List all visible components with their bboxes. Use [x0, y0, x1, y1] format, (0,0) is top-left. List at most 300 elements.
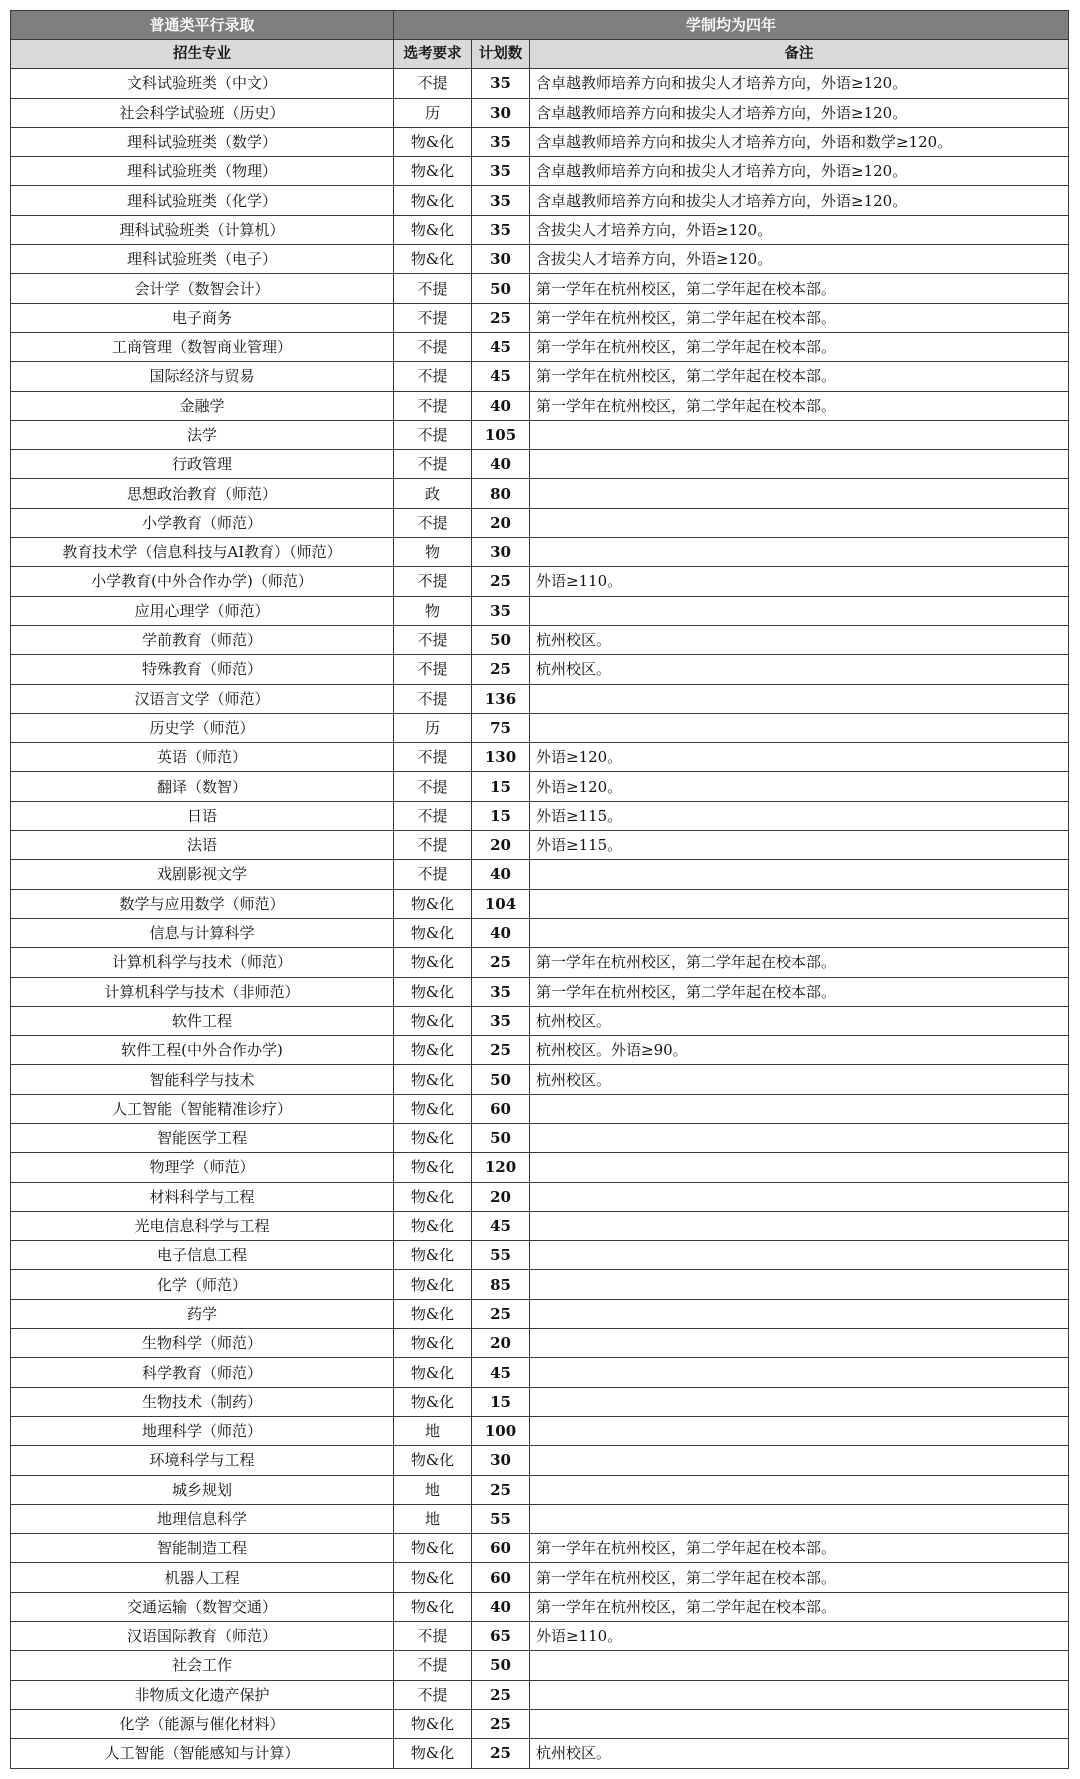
requirement-cell: 物&化 — [394, 157, 472, 186]
major-cell: 光电信息科学与工程 — [11, 1211, 394, 1240]
table-row — [11, 567, 1069, 596]
table-row — [11, 215, 1069, 244]
major-cell: 英语（师范） — [11, 743, 394, 772]
plan-count-cell: 45 — [472, 332, 530, 361]
major-cell: 应用心理学（师范） — [11, 596, 394, 625]
major-cell: 汉语国际教育（师范） — [11, 1622, 394, 1651]
plan-count-cell: 25 — [472, 567, 530, 596]
plan-count-cell: 35 — [472, 1006, 530, 1035]
major-cell: 计算机科学与技术（师范） — [11, 948, 394, 977]
plan-count-cell: 100 — [472, 1416, 530, 1445]
major-cell: 智能科学与技术 — [11, 1065, 394, 1094]
note-cell: 外语≥115。 — [530, 801, 1069, 830]
plan-count-cell: 25 — [472, 303, 530, 332]
table-row — [11, 1182, 1069, 1211]
note-cell: 第一学年在杭州校区，第二学年起在校本部。 — [530, 303, 1069, 332]
note-cell — [530, 713, 1069, 742]
major-cell: 城乡规划 — [11, 1475, 394, 1504]
major-cell: 电子信息工程 — [11, 1241, 394, 1270]
requirement-cell: 物&化 — [394, 1211, 472, 1240]
table-row — [11, 1387, 1069, 1416]
requirement-cell: 物&化 — [394, 1241, 472, 1270]
requirement-cell: 物&化 — [394, 1123, 472, 1152]
note-cell: 含拔尖人才培养方向，外语≥120。 — [530, 215, 1069, 244]
table-row — [11, 918, 1069, 947]
major-cell: 法学 — [11, 420, 394, 449]
plan-count-cell: 40 — [472, 1592, 530, 1621]
plan-count-cell: 50 — [472, 1651, 530, 1680]
table-row — [11, 801, 1069, 830]
table-row — [11, 1006, 1069, 1035]
requirement-cell: 物&化 — [394, 1358, 472, 1387]
table-row — [11, 1475, 1069, 1504]
note-cell: 含卓越教师培养方向和拔尖人才培养方向，外语和数学≥120。 — [530, 127, 1069, 156]
table-row — [11, 1592, 1069, 1621]
major-cell: 生物科学（师范） — [11, 1329, 394, 1358]
major-cell: 药学 — [11, 1299, 394, 1328]
column-header-requirement: 选考要求 — [394, 40, 472, 69]
table-row — [11, 157, 1069, 186]
major-cell: 金融学 — [11, 391, 394, 420]
requirement-cell: 不提 — [394, 1651, 472, 1680]
plan-count-cell: 15 — [472, 801, 530, 830]
plan-count-cell: 75 — [472, 713, 530, 742]
table-row — [11, 1622, 1069, 1651]
major-cell: 思想政治教育（师范） — [11, 479, 394, 508]
admission-table — [10, 10, 1069, 1769]
major-cell: 机器人工程 — [11, 1563, 394, 1592]
requirement-cell: 不提 — [394, 362, 472, 391]
requirement-cell: 物&化 — [394, 1094, 472, 1123]
note-cell — [530, 1094, 1069, 1123]
requirement-cell: 物&化 — [394, 1299, 472, 1328]
table-row — [11, 713, 1069, 742]
table-row — [11, 391, 1069, 420]
note-cell: 含卓越教师培养方向和拔尖人才培养方向，外语≥120。 — [530, 98, 1069, 127]
table-row — [11, 831, 1069, 860]
plan-count-cell: 130 — [472, 743, 530, 772]
table-row — [11, 450, 1069, 479]
column-header-plan: 计划数 — [472, 40, 530, 69]
plan-count-cell: 40 — [472, 391, 530, 420]
major-cell: 化学（能源与催化材料） — [11, 1709, 394, 1738]
plan-count-cell: 20 — [472, 508, 530, 537]
note-cell — [530, 889, 1069, 918]
major-cell: 交通运输（数智交通） — [11, 1592, 394, 1621]
major-cell: 会计学（数智会计） — [11, 274, 394, 303]
requirement-cell: 物&化 — [394, 1387, 472, 1416]
requirement-cell: 物&化 — [394, 918, 472, 947]
requirement-cell: 不提 — [394, 450, 472, 479]
note-cell — [530, 1651, 1069, 1680]
table-row — [11, 1211, 1069, 1240]
table-row — [11, 274, 1069, 303]
requirement-cell: 物&化 — [394, 1153, 472, 1182]
major-cell: 地理科学（师范） — [11, 1416, 394, 1445]
requirement-cell: 历 — [394, 713, 472, 742]
major-cell: 物理学（师范） — [11, 1153, 394, 1182]
plan-count-cell: 40 — [472, 918, 530, 947]
requirement-cell: 不提 — [394, 1622, 472, 1651]
major-cell: 社会工作 — [11, 1651, 394, 1680]
major-cell: 行政管理 — [11, 450, 394, 479]
major-cell: 历史学（师范） — [11, 713, 394, 742]
requirement-cell: 政 — [394, 479, 472, 508]
plan-count-cell: 30 — [472, 538, 530, 567]
table-row — [11, 479, 1069, 508]
plan-count-cell: 35 — [472, 977, 530, 1006]
major-cell: 计算机科学与技术（非师范） — [11, 977, 394, 1006]
requirement-cell: 不提 — [394, 684, 472, 713]
note-cell — [530, 450, 1069, 479]
requirement-cell: 不提 — [394, 772, 472, 801]
table-row — [11, 1065, 1069, 1094]
table-row — [11, 362, 1069, 391]
note-cell: 第一学年在杭州校区，第二学年起在校本部。 — [530, 332, 1069, 361]
table-row — [11, 1709, 1069, 1738]
plan-count-cell: 35 — [472, 596, 530, 625]
table-band-row — [11, 11, 1069, 40]
plan-count-cell: 30 — [472, 1446, 530, 1475]
major-cell: 汉语言文学（师范） — [11, 684, 394, 713]
plan-count-cell: 25 — [472, 655, 530, 684]
note-cell: 杭州校区。外语≥90。 — [530, 1036, 1069, 1065]
note-cell — [530, 1709, 1069, 1738]
table-row — [11, 245, 1069, 274]
plan-count-cell: 65 — [472, 1622, 530, 1651]
table-row — [11, 1651, 1069, 1680]
major-cell: 理科试验班类（计算机） — [11, 215, 394, 244]
note-cell: 外语≥115。 — [530, 831, 1069, 860]
plan-count-cell: 60 — [472, 1563, 530, 1592]
note-cell: 含卓越教师培养方向和拔尖人才培养方向，外语≥120。 — [530, 186, 1069, 215]
plan-count-cell: 20 — [472, 831, 530, 860]
note-cell: 第一学年在杭州校区，第二学年起在校本部。 — [530, 274, 1069, 303]
requirement-cell: 物&化 — [394, 1592, 472, 1621]
major-cell: 翻译（数智） — [11, 772, 394, 801]
plan-count-cell: 35 — [472, 215, 530, 244]
table-row — [11, 1446, 1069, 1475]
table-row — [11, 420, 1069, 449]
requirement-cell: 物&化 — [394, 1006, 472, 1035]
major-cell: 数学与应用数学（师范） — [11, 889, 394, 918]
plan-count-cell: 60 — [472, 1534, 530, 1563]
plan-count-cell: 55 — [472, 1504, 530, 1533]
requirement-cell: 物&化 — [394, 1036, 472, 1065]
note-cell: 外语≥110。 — [530, 567, 1069, 596]
note-cell — [530, 860, 1069, 889]
table-row — [11, 684, 1069, 713]
note-cell: 第一学年在杭州校区，第二学年起在校本部。 — [530, 362, 1069, 391]
requirement-cell: 不提 — [394, 743, 472, 772]
plan-count-cell: 136 — [472, 684, 530, 713]
major-cell: 电子商务 — [11, 303, 394, 332]
note-cell — [530, 538, 1069, 567]
major-cell: 国际经济与贸易 — [11, 362, 394, 391]
plan-count-cell: 30 — [472, 245, 530, 274]
note-cell — [530, 1153, 1069, 1182]
requirement-cell: 物&化 — [394, 1446, 472, 1475]
note-cell: 外语≥120。 — [530, 743, 1069, 772]
plan-count-cell: 25 — [472, 1709, 530, 1738]
note-cell — [530, 1475, 1069, 1504]
table-body — [11, 69, 1069, 1768]
requirement-cell: 物&化 — [394, 245, 472, 274]
major-cell: 教育技术学（信息科技与AI教育）（师范） — [11, 538, 394, 567]
major-cell: 学前教育（师范） — [11, 625, 394, 654]
table-row — [11, 1241, 1069, 1270]
table-row — [11, 772, 1069, 801]
table-row — [11, 538, 1069, 567]
plan-count-cell: 20 — [472, 1329, 530, 1358]
requirement-cell: 物&化 — [394, 127, 472, 156]
major-cell: 软件工程(中外合作办学) — [11, 1036, 394, 1065]
requirement-cell: 物&化 — [394, 1329, 472, 1358]
plan-count-cell: 30 — [472, 98, 530, 127]
table-row — [11, 977, 1069, 1006]
table-row — [11, 98, 1069, 127]
requirement-cell: 不提 — [394, 303, 472, 332]
major-cell: 理科试验班类（化学） — [11, 186, 394, 215]
major-cell: 人工智能（智能精准诊疗） — [11, 1094, 394, 1123]
note-cell — [530, 918, 1069, 947]
major-cell: 理科试验班类（电子） — [11, 245, 394, 274]
major-cell: 理科试验班类（物理） — [11, 157, 394, 186]
major-cell: 理科试验班类（数学） — [11, 127, 394, 156]
plan-count-cell: 50 — [472, 1123, 530, 1152]
requirement-cell: 不提 — [394, 274, 472, 303]
note-cell: 杭州校区。 — [530, 1739, 1069, 1768]
plan-count-cell: 35 — [472, 127, 530, 156]
plan-count-cell: 50 — [472, 1065, 530, 1094]
major-cell: 生物技术（制药） — [11, 1387, 394, 1416]
requirement-cell: 物&化 — [394, 186, 472, 215]
table-row — [11, 1416, 1069, 1445]
note-cell — [530, 1211, 1069, 1240]
major-cell: 人工智能（智能感知与计算） — [11, 1739, 394, 1768]
table-header-row — [11, 40, 1069, 69]
note-cell — [530, 1387, 1069, 1416]
band-right-title: 学制均为四年 — [394, 11, 1069, 40]
major-cell: 小学教育（师范） — [11, 508, 394, 537]
table-row — [11, 1270, 1069, 1299]
plan-count-cell: 15 — [472, 1387, 530, 1416]
requirement-cell: 物&化 — [394, 1709, 472, 1738]
plan-count-cell: 50 — [472, 274, 530, 303]
table-row — [11, 1563, 1069, 1592]
table-row — [11, 1358, 1069, 1387]
note-cell — [530, 1182, 1069, 1211]
plan-count-cell: 40 — [472, 860, 530, 889]
major-cell: 工商管理（数智商业管理） — [11, 332, 394, 361]
table-row — [11, 1504, 1069, 1533]
plan-count-cell: 45 — [472, 362, 530, 391]
plan-count-cell: 25 — [472, 1739, 530, 1768]
major-cell: 信息与计算科学 — [11, 918, 394, 947]
band-left-title: 普通类平行录取 — [11, 11, 394, 40]
plan-count-cell: 104 — [472, 889, 530, 918]
table-row — [11, 69, 1069, 98]
table-row — [11, 1094, 1069, 1123]
requirement-cell: 物&化 — [394, 1534, 472, 1563]
requirement-cell: 不提 — [394, 420, 472, 449]
requirement-cell: 不提 — [394, 860, 472, 889]
table-row — [11, 596, 1069, 625]
plan-count-cell: 55 — [472, 1241, 530, 1270]
plan-count-cell: 35 — [472, 69, 530, 98]
requirement-cell: 物 — [394, 538, 472, 567]
note-cell — [530, 420, 1069, 449]
major-cell: 戏剧影视文学 — [11, 860, 394, 889]
note-cell — [530, 479, 1069, 508]
requirement-cell: 物&化 — [394, 977, 472, 1006]
table-row — [11, 860, 1069, 889]
major-cell: 特殊教育（师范） — [11, 655, 394, 684]
major-cell: 智能制造工程 — [11, 1534, 394, 1563]
plan-count-cell: 120 — [472, 1153, 530, 1182]
note-cell: 第一学年在杭州校区，第二学年起在校本部。 — [530, 1563, 1069, 1592]
requirement-cell: 物&化 — [394, 1270, 472, 1299]
note-cell — [530, 1241, 1069, 1270]
note-cell — [530, 1299, 1069, 1328]
requirement-cell: 物&化 — [394, 215, 472, 244]
plan-count-cell: 80 — [472, 479, 530, 508]
requirement-cell: 不提 — [394, 655, 472, 684]
table-row — [11, 1534, 1069, 1563]
requirement-cell: 地 — [394, 1416, 472, 1445]
note-cell: 杭州校区。 — [530, 655, 1069, 684]
requirement-cell: 地 — [394, 1475, 472, 1504]
table-row — [11, 1036, 1069, 1065]
table-row — [11, 625, 1069, 654]
major-cell: 法语 — [11, 831, 394, 860]
major-cell: 环境科学与工程 — [11, 1446, 394, 1475]
plan-count-cell: 45 — [472, 1211, 530, 1240]
major-cell: 化学（师范） — [11, 1270, 394, 1299]
requirement-cell: 不提 — [394, 332, 472, 361]
note-cell: 第一学年在杭州校区，第二学年起在校本部。 — [530, 1592, 1069, 1621]
requirement-cell: 历 — [394, 98, 472, 127]
note-cell — [530, 508, 1069, 537]
plan-count-cell: 35 — [472, 186, 530, 215]
major-cell: 非物质文化遗产保护 — [11, 1680, 394, 1709]
requirement-cell: 不提 — [394, 831, 472, 860]
plan-count-cell: 25 — [472, 948, 530, 977]
requirement-cell: 不提 — [394, 508, 472, 537]
plan-count-cell: 85 — [472, 1270, 530, 1299]
note-cell: 第一学年在杭州校区，第二学年起在校本部。 — [530, 948, 1069, 977]
table-row — [11, 186, 1069, 215]
major-cell: 文科试验班类（中文） — [11, 69, 394, 98]
note-cell: 第一学年在杭州校区，第二学年起在校本部。 — [530, 391, 1069, 420]
requirement-cell: 不提 — [394, 1680, 472, 1709]
note-cell: 含卓越教师培养方向和拔尖人才培养方向，外语≥120。 — [530, 69, 1069, 98]
requirement-cell: 物&化 — [394, 1182, 472, 1211]
plan-count-cell: 50 — [472, 625, 530, 654]
plan-count-cell: 40 — [472, 450, 530, 479]
plan-count-cell: 25 — [472, 1680, 530, 1709]
requirement-cell: 不提 — [394, 801, 472, 830]
table-row — [11, 1299, 1069, 1328]
table-row — [11, 1153, 1069, 1182]
plan-count-cell: 60 — [472, 1094, 530, 1123]
table-row — [11, 1680, 1069, 1709]
table-row — [11, 127, 1069, 156]
plan-count-cell: 15 — [472, 772, 530, 801]
note-cell: 第一学年在杭州校区，第二学年起在校本部。 — [530, 1534, 1069, 1563]
plan-count-cell: 45 — [472, 1358, 530, 1387]
note-cell: 含拔尖人才培养方向，外语≥120。 — [530, 245, 1069, 274]
table-row — [11, 655, 1069, 684]
note-cell — [530, 1446, 1069, 1475]
requirement-cell: 不提 — [394, 625, 472, 654]
requirement-cell: 物&化 — [394, 948, 472, 977]
note-cell — [530, 596, 1069, 625]
major-cell: 地理信息科学 — [11, 1504, 394, 1533]
major-cell: 智能医学工程 — [11, 1123, 394, 1152]
table-row — [11, 1739, 1069, 1768]
note-cell: 杭州校区。 — [530, 1065, 1069, 1094]
note-cell: 杭州校区。 — [530, 1006, 1069, 1035]
plan-count-cell: 25 — [472, 1299, 530, 1328]
note-cell: 杭州校区。 — [530, 625, 1069, 654]
admission-table-container — [10, 10, 1069, 1769]
plan-count-cell: 25 — [472, 1036, 530, 1065]
column-header-major: 招生专业 — [11, 40, 394, 69]
note-cell — [530, 1680, 1069, 1709]
requirement-cell: 物&化 — [394, 1739, 472, 1768]
table-row — [11, 948, 1069, 977]
note-cell — [530, 1329, 1069, 1358]
note-cell — [530, 1270, 1069, 1299]
plan-count-cell: 25 — [472, 1475, 530, 1504]
note-cell: 外语≥120。 — [530, 772, 1069, 801]
requirement-cell: 不提 — [394, 567, 472, 596]
requirement-cell: 不提 — [394, 69, 472, 98]
major-cell: 小学教育(中外合作办学)（师范） — [11, 567, 394, 596]
requirement-cell: 物 — [394, 596, 472, 625]
requirement-cell: 物&化 — [394, 889, 472, 918]
table-row — [11, 1329, 1069, 1358]
table-row — [11, 889, 1069, 918]
requirement-cell: 物&化 — [394, 1065, 472, 1094]
requirement-cell: 地 — [394, 1504, 472, 1533]
major-cell: 材料科学与工程 — [11, 1182, 394, 1211]
note-cell — [530, 1504, 1069, 1533]
major-cell: 软件工程 — [11, 1006, 394, 1035]
table-row — [11, 332, 1069, 361]
major-cell: 社会科学试验班（历史） — [11, 98, 394, 127]
table-row — [11, 303, 1069, 332]
note-cell — [530, 1123, 1069, 1152]
note-cell — [530, 1358, 1069, 1387]
plan-count-cell: 20 — [472, 1182, 530, 1211]
plan-count-cell: 35 — [472, 157, 530, 186]
requirement-cell: 物&化 — [394, 1563, 472, 1592]
major-cell: 科学教育（师范） — [11, 1358, 394, 1387]
major-cell: 日语 — [11, 801, 394, 830]
plan-count-cell: 105 — [472, 420, 530, 449]
note-cell — [530, 684, 1069, 713]
table-row — [11, 1123, 1069, 1152]
column-header-note: 备注 — [530, 40, 1069, 69]
note-cell: 第一学年在杭州校区，第二学年起在校本部。 — [530, 977, 1069, 1006]
note-cell: 含卓越教师培养方向和拔尖人才培养方向，外语≥120。 — [530, 157, 1069, 186]
note-cell — [530, 1416, 1069, 1445]
table-row — [11, 508, 1069, 537]
table-row — [11, 743, 1069, 772]
requirement-cell: 不提 — [394, 391, 472, 420]
